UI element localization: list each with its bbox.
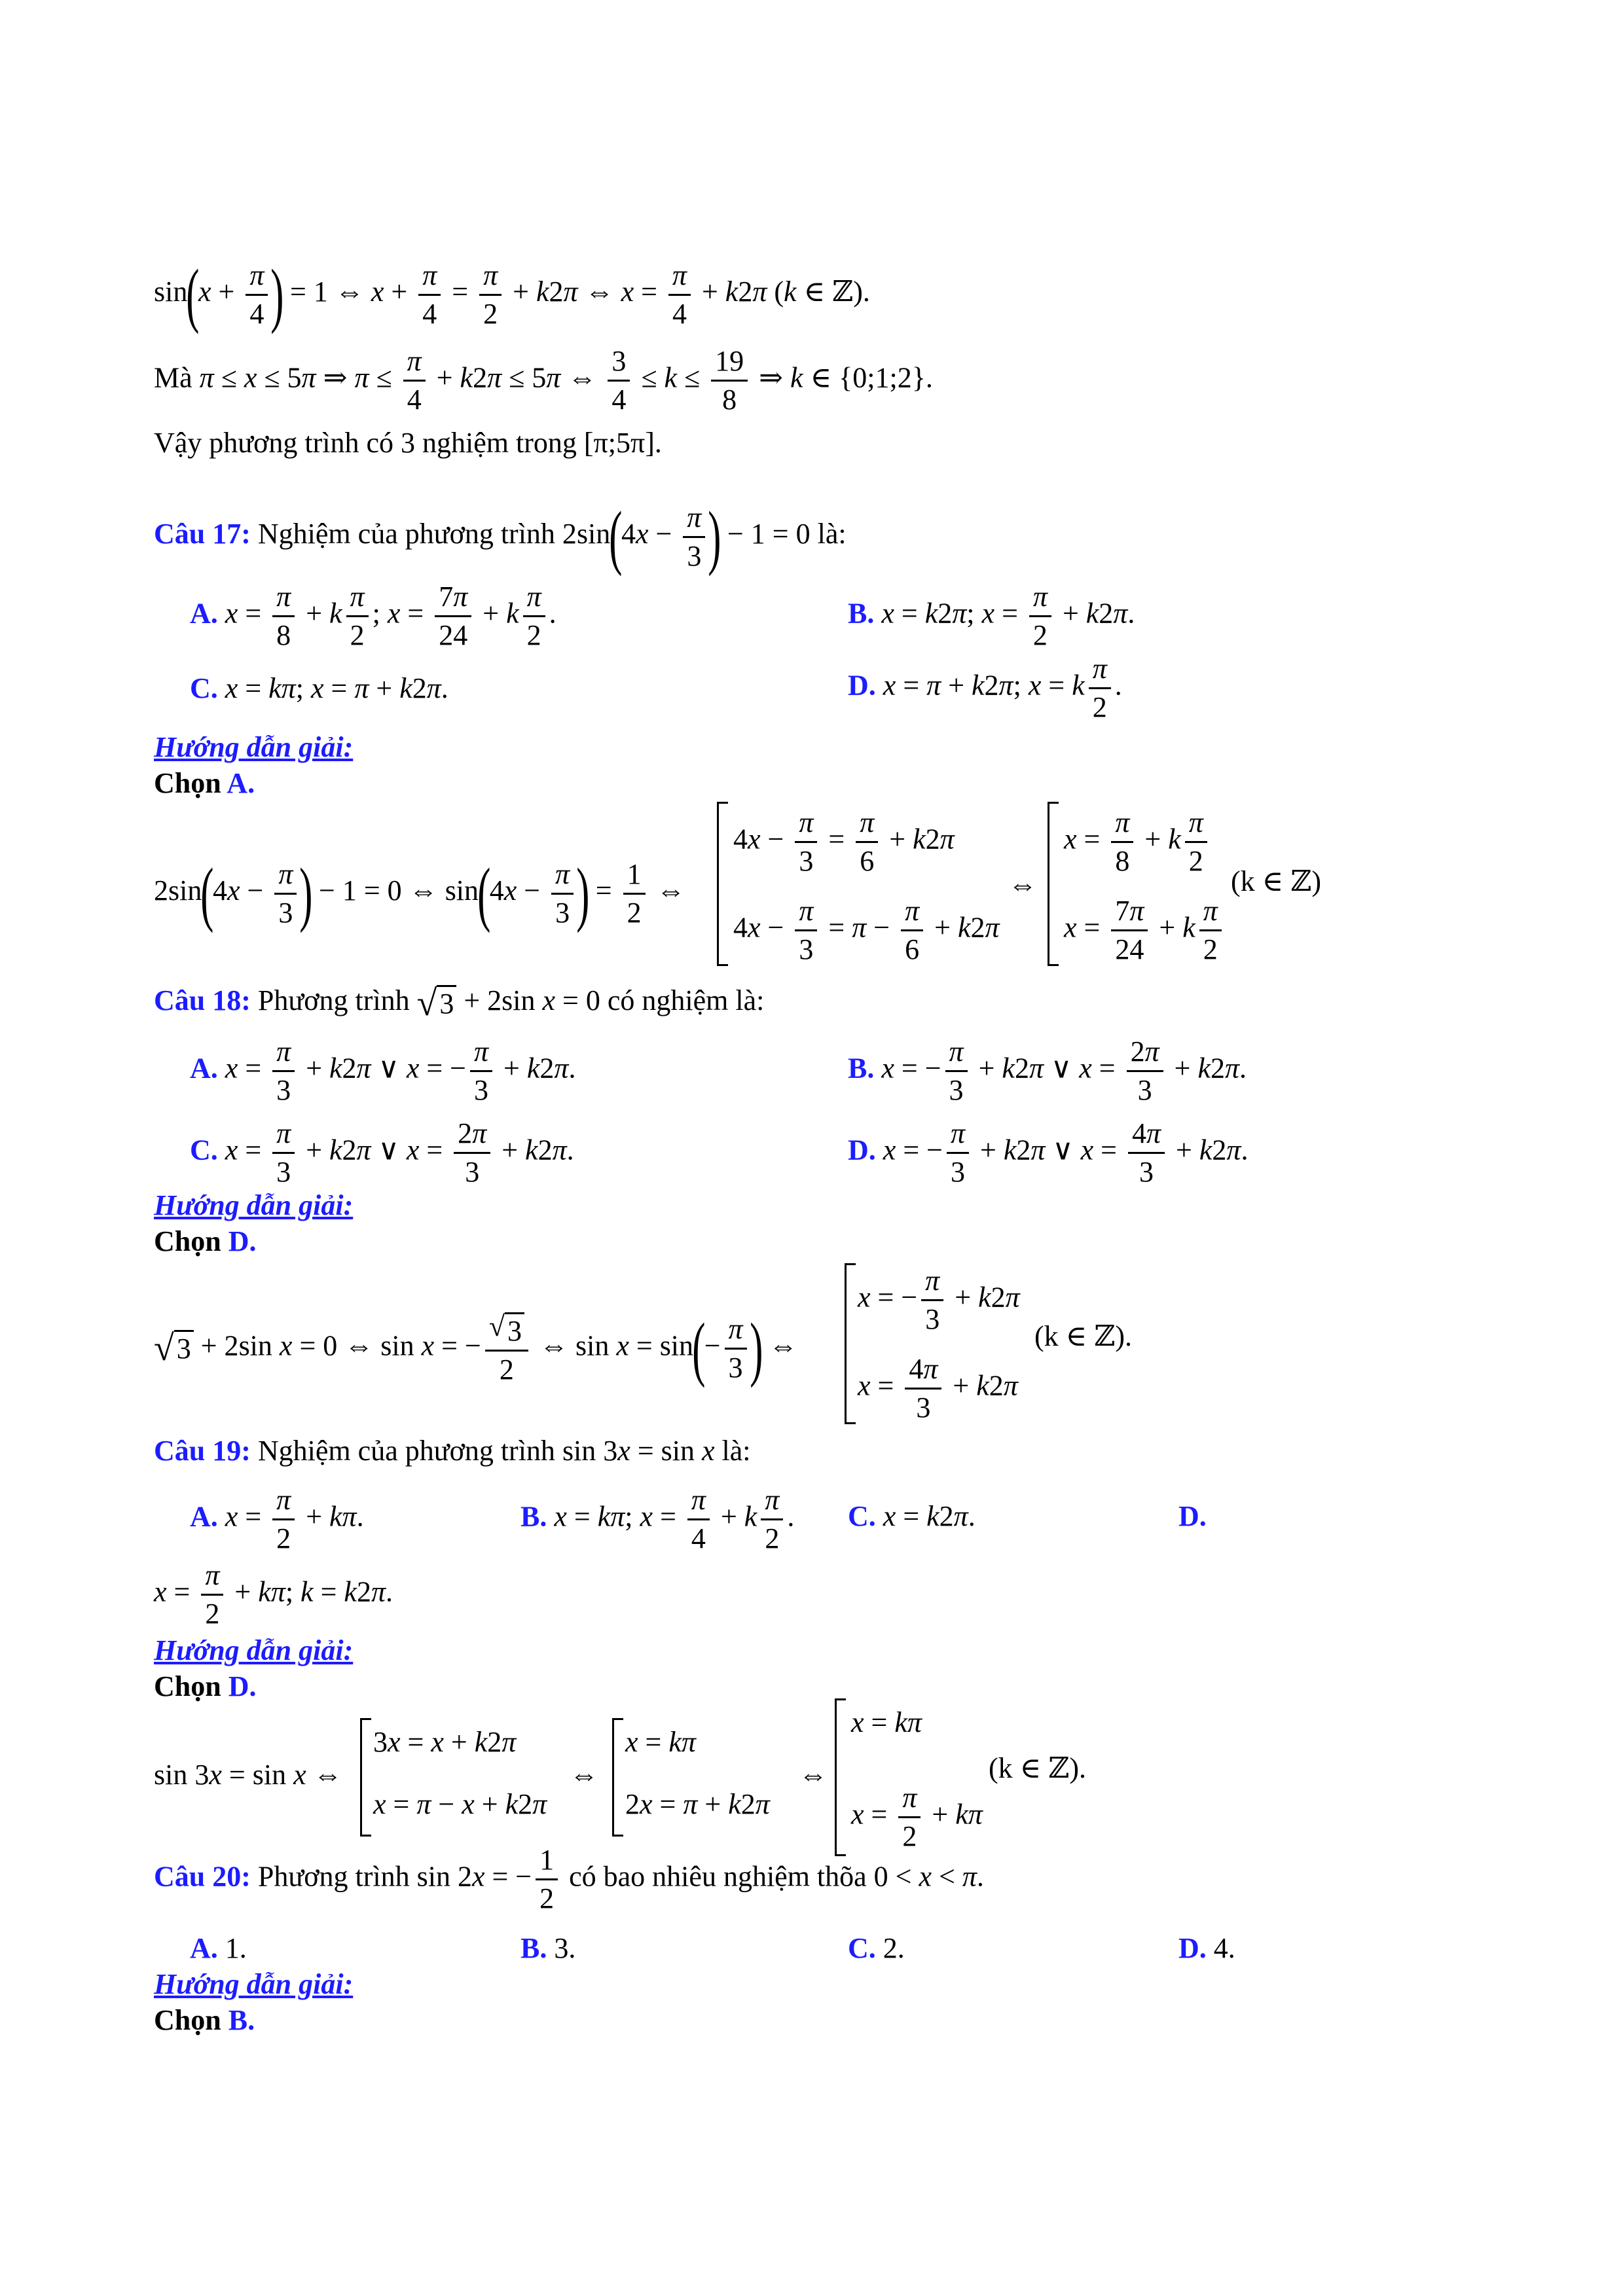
q17-stem: Câu 17: Nghiệm của phương trình 2sin(4x − $\frac{\pi}{3}$ ) − 1 = 0 là: [154,497,847,577]
q17-option-b[interactable]: B. x = k2π; x = $\frac{\pi}{2}$ + k2π. [848,581,1135,651]
q18-stem: Câu 18: Phương trình √ 3 + 2sin x = 0 có nghiệm là: [154,983,765,1024]
q19-option-d[interactable]: x = $\frac{\pi}{2}$ + kπ; k = k2π. [154,1559,393,1630]
q18-label: Câu 18: [154,984,251,1017]
q19-label: Câu 19: [154,1435,251,1467]
q19-kz: (k ∈ ℤ). [989,1752,1086,1784]
q19-option-b[interactable]: B. x = kπ; x = $\frac{\pi}{4}$ + k $\frac{\pi}{2}$ . [520,1484,795,1554]
q17-option-d[interactable]: D. x = π + k2π; x = k $\frac{\pi}{2}$ . [848,653,1122,723]
q17-answer: A. [227,767,255,799]
q19-sys2-row2: 2x = π + k2π [625,1788,770,1820]
q19-bracket-2 [612,1718,623,1837]
q18-sys-row2: x = $\frac{4\pi}{3}$ + k2π [858,1353,1018,1424]
q17-bracket-1 [717,802,728,966]
q17-sys1-row1: 4x − $\frac{\pi}{3}$ = $\frac{\pi}{6}$ + k2π [733,806,955,877]
q20-option-c[interactable]: C. 2. [848,1932,905,1964]
q18-option-c[interactable]: C. x = $\frac{\pi}{3}$ + k2π ∨ x = $\frac{2\pi}{3}$ + k2π. [190,1117,574,1188]
q19-solution-left: sin 3x = sin x ⇔ [154,1759,342,1791]
q18-kz: (k ∈ ℤ). [1034,1320,1132,1352]
q17-sys2-row2: x = $\frac{7\pi}{24}$ + k $\frac{\pi}{2}$ [1064,897,1226,964]
q17-option-a[interactable]: A. x = $\frac{\pi}{8}$ + k $\frac{\pi}{2}$ ; x = $\frac{7\pi}{24}$ + k $\frac{\pi}{2}$ . [190,581,556,651]
q20-option-a[interactable]: A. 1. [190,1932,247,1964]
line-1: sin(x + $\frac{\pi}{4}$ ) = 1 ⇔ x + $\frac{\pi}{4}$ = $\frac{\pi}{2}$ + k2π ⇔ x = $\frac{\pi}{4}$ + k2π (k ∈ ℤ). [154,255,870,334]
q19-bracket-3 [835,1698,846,1856]
q19-option-c[interactable]: C. x = k2π. [848,1500,976,1532]
line-3: Vậy phương trình có 3 nghiệm trong [π;5π]. [154,427,662,459]
q17-label: Câu 17: [154,518,251,550]
q17-equiv: ⇔ [1008,869,1037,901]
q18-solution-left: √ 3 + 2sin x = 0 ⇔ sin x = − √ 3 2 ⇔ sin x = sin(− $\frac{\pi}{3}$ ) ⇔ [154,1308,798,1389]
q19-sys2-row1: x = kπ [625,1726,696,1758]
q18-bracket [845,1263,856,1424]
q20-choose: Chọn B. [154,2004,255,2036]
q19-answer: D. [228,1670,257,1702]
q17-solution-left: 2sin(4x − $\frac{\pi}{3}$ ) − 1 = 0 ⇔ sin(4x − $\frac{\pi}{3}$ ) = $\frac{1}{2}$ ⇔ [154,853,685,933]
q18-answer: D. [228,1225,257,1257]
q19-option-d-label[interactable]: D. [1178,1500,1207,1532]
q18-option-d[interactable]: D. x = − $\frac{\pi}{3}$ + k2π ∨ x = $\frac{4\pi}{3}$ + k2π. [848,1117,1249,1188]
q18-option-a[interactable]: A. x = $\frac{\pi}{3}$ + k2π ∨ x = − $\frac{\pi}{3}$ + k2π. [190,1035,576,1106]
q18-sys-row1: x = − $\frac{\pi}{3}$ + k2π [858,1265,1020,1335]
q20-option-d[interactable]: D. 4. [1178,1932,1235,1964]
q17-sys2-row1: x = $\frac{\pi}{8}$ + k $\frac{\pi}{2}$ [1064,808,1211,876]
q19-choose: Chọn D. [154,1670,257,1702]
q19-bracket-1 [360,1718,371,1837]
q19-sys1-row1: 3x = x + k2π [373,1726,517,1758]
q17-guide-heading: Hướng dẫn giải: [154,731,354,763]
q17-choose: Chọn A. [154,767,255,799]
q19-equiv-1: ⇔ [570,1759,598,1791]
line-2-prefix: Mà [154,361,192,394]
q20-stem: Câu 20: Phương trình sin 2x = − $\frac{1}{2}$ có bao nhiêu nghiệm thõa 0 < x < π. [154,1844,984,1914]
q18-option-b[interactable]: B. x = − $\frac{\pi}{3}$ + k2π ∨ x = $\frac{2\pi}{3}$ + k2π. [848,1035,1247,1106]
q20-option-b[interactable]: B. 3. [520,1932,576,1964]
q18-choose: Chọn D. [154,1225,257,1257]
q20-answer: B. [228,2004,255,2036]
q18-guide-heading: Hướng dẫn giải: [154,1189,354,1221]
q20-label: Câu 20: [154,1860,251,1893]
q19-equiv-2: ⇔ [799,1759,828,1791]
q17-kz: (k ∈ ℤ) [1231,865,1321,897]
line-2: Mà π ≤ x ≤ 5π ⇒ π ≤ $\frac{\pi}{4}$ + k2π ≤ 5π ⇔ $\frac{3}{4}$ ≤ k ≤ $\frac{19}{8}$ ⇒ k ∈ {0;1;2}. [154,345,933,416]
q19-option-a[interactable]: A. x = $\frac{\pi}{2}$ + kπ. [190,1484,364,1554]
q17-bracket-2 [1048,802,1059,966]
q19-guide-heading: Hướng dẫn giải: [154,1634,354,1666]
q17-option-c[interactable]: C. x = kπ; x = π + k2π. [190,672,448,704]
q19-sys1-row2: x = π − x + k2π [373,1788,547,1820]
q19-stem: Câu 19: Nghiệm của phương trình sin 3x = sin x là: [154,1435,751,1467]
q19-sys3-row2: x = $\frac{\pi}{2}$ + kπ [851,1782,983,1852]
q19-sys3-row1: x = kπ [851,1706,922,1738]
q20-guide-heading: Hướng dẫn giải: [154,1968,354,2000]
q17-sys1-row2: 4x − $\frac{\pi}{3}$ = π − $\frac{\pi}{6}$ + k2π [733,895,1000,965]
